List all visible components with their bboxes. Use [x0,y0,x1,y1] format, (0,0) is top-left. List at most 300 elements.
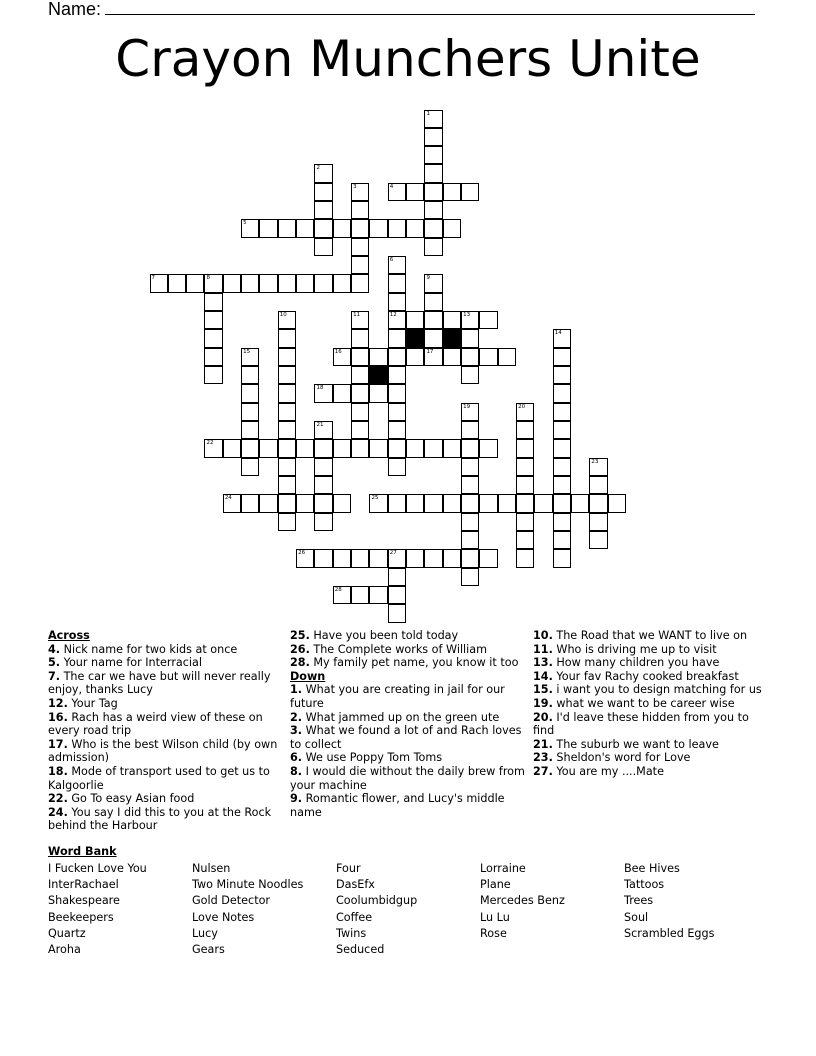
grid-cell[interactable] [461,421,479,439]
clue-number: 7. [48,669,61,683]
clue-text: What you are creating in jail for our future [290,683,505,710]
grid-cell[interactable] [351,311,369,329]
clue-item [290,792,530,819]
clue-text: Mode of transport used to get us to Kalgoorlie [48,764,270,792]
grid-cell[interactable] [498,348,516,366]
grid-cell[interactable] [369,348,387,366]
name-blank-line[interactable] [105,0,755,15]
grid-cell[interactable] [241,494,259,512]
clue-number: 15. [533,683,553,697]
grid-cell[interactable] [333,384,351,402]
clue-number: 18 [316,385,324,392]
clue-text: what we want to be career wise [552,696,735,710]
word-bank-item: Bee Hives [624,862,680,875]
grid-cell[interactable] [443,439,461,457]
clue-text: The Road that we WANT to live on [552,629,748,642]
word-bank-item: Four [336,862,361,875]
word-bank-item: Lucy [192,926,218,940]
grid-cell[interactable] [204,439,222,457]
grid-cell[interactable] [314,549,332,567]
grid-cell[interactable] [204,293,222,311]
grid-cell[interactable] [204,311,222,329]
clue-number: 28 [334,587,342,594]
grid-cell[interactable] [168,274,186,292]
grid-cell[interactable] [498,494,516,512]
grid-cell[interactable] [406,219,424,237]
grid-cell[interactable] [534,494,552,512]
clue-number: 7 [151,275,155,282]
clue-item [48,792,288,806]
clue-number: 21 [316,422,324,429]
clue-item [290,765,530,792]
grid-cell[interactable] [369,586,387,604]
grid-cell[interactable] [516,494,534,512]
grid-cell[interactable] [186,274,204,292]
grid-cell[interactable] [406,439,424,457]
grid-cell[interactable] [241,219,259,237]
grid-cell[interactable] [388,403,406,421]
grid-cell[interactable] [516,403,534,421]
grid-cell[interactable] [424,183,442,201]
grid-cell[interactable] [388,384,406,402]
clue-item [290,711,530,725]
grid-cell[interactable] [424,219,442,237]
clue-item [48,806,288,833]
clue-number: 4. [48,642,61,656]
black-grid-cell [406,329,424,347]
clue-text: Your fav Rachy cooked breakfast [552,669,739,683]
grid-cell[interactable] [278,311,296,329]
grid-cell[interactable] [479,311,497,329]
grid-cell[interactable] [259,274,277,292]
grid-cell[interactable] [461,458,479,476]
grid-cell[interactable] [204,348,222,366]
word-bank-item: Aroha [48,943,81,957]
grid-cell[interactable] [278,403,296,421]
clue-number: 10 [279,312,287,319]
grid-cell[interactable] [241,384,259,402]
grid-cell[interactable] [388,219,406,237]
grid-cell[interactable] [443,348,461,366]
grid-cell[interactable] [608,494,626,512]
grid-cell[interactable] [461,513,479,531]
grid-cell[interactable] [351,586,369,604]
grid-cell[interactable] [223,439,241,457]
clue-text: Your name for Interracial [60,656,203,670]
grid-cell[interactable] [388,586,406,604]
clue-text: You say I did this to you at the Rock behind the Harbour [48,805,272,833]
page-title: Crayon Munchers Unite [115,30,701,88]
grid-cell[interactable] [406,183,424,201]
grid-cell[interactable] [424,494,442,512]
clue-item [533,683,773,697]
grid-cell[interactable] [406,549,424,567]
clue-number: 12. [48,696,68,710]
grid-cell[interactable] [278,219,296,237]
word-bank-item: Gears [192,943,225,957]
grid-cell[interactable] [424,549,442,567]
grid-cell[interactable] [516,476,534,494]
grid-cell[interactable] [461,568,479,586]
grid-cell[interactable] [479,439,497,457]
grid-cell[interactable] [351,549,369,567]
grid-cell[interactable] [516,549,534,567]
grid-cell[interactable] [314,421,332,439]
clue-number: 20. [533,710,553,724]
grid-cell[interactable] [388,549,406,567]
grid-cell[interactable] [406,348,424,366]
grid-cell[interactable] [553,549,571,567]
clue-item [533,670,773,684]
grid-cell[interactable] [314,201,332,219]
grid-cell[interactable] [461,549,479,567]
word-bank-item: Shakespeare [48,894,120,908]
grid-cell[interactable] [241,366,259,384]
grid-cell[interactable] [259,219,277,237]
grid-cell[interactable] [461,403,479,421]
grid-cell[interactable] [314,494,332,512]
grid-cell[interactable] [424,329,442,347]
grid-cell[interactable] [589,494,607,512]
clue-number: 10. [533,629,553,642]
clue-text: Romantic flower, and Lucy's middle name [290,792,505,819]
grid-cell[interactable] [443,494,461,512]
clue-number: 16 [334,348,342,355]
grid-cell[interactable] [406,311,424,329]
grid-cell[interactable] [351,403,369,421]
grid-cell[interactable] [479,348,497,366]
name-field[interactable] [48,0,755,20]
grid-cell[interactable] [259,494,277,512]
grid-cell[interactable] [388,494,406,512]
clue-number: 28. [290,656,310,670]
grid-cell[interactable] [223,274,241,292]
clue-item [48,656,288,670]
clue-number: 27 [389,550,397,557]
grid-cell[interactable] [553,494,571,512]
grid-cell[interactable] [314,513,332,531]
grid-cell[interactable] [333,274,351,292]
word-bank-item: Coffee [336,910,373,924]
grid-cell[interactable] [351,274,369,292]
grid-cell[interactable] [424,293,442,311]
clue-number: 21. [533,737,553,751]
word-bank-heading: Word Bank [48,845,117,858]
word-bank-item: Two Minute Noodles [192,878,304,892]
clue-number: 14 [554,330,562,337]
grid-cell[interactable] [278,513,296,531]
grid-cell[interactable] [314,164,332,182]
grid-cell[interactable] [589,513,607,531]
clue-text: Rach has a weird view of these on every road trip [48,710,263,738]
name-label: Name: [48,0,102,19]
grid-cell[interactable] [333,494,351,512]
clues-column-1 [48,629,288,833]
grid-cell[interactable] [553,384,571,402]
grid-cell[interactable] [553,329,571,347]
grid-cell[interactable] [516,439,534,457]
grid-cell[interactable] [461,311,479,329]
grid-cell[interactable] [351,219,369,237]
grid-cell[interactable] [424,201,442,219]
grid-cell[interactable] [314,384,332,402]
word-bank-item: InterRachael [48,878,119,892]
grid-cell[interactable] [259,439,277,457]
clue-number: 11. [533,642,553,656]
grid-cell[interactable] [351,238,369,256]
grid-cell[interactable] [204,329,222,347]
grid-cell[interactable] [333,439,351,457]
grid-cell[interactable] [553,421,571,439]
grid-cell[interactable] [278,421,296,439]
grid-cell[interactable] [369,439,387,457]
grid-cell[interactable] [314,439,332,457]
grid-cell[interactable] [461,366,479,384]
clue-text: Your Tag [67,696,118,710]
grid-cell[interactable] [241,458,259,476]
clue-text: Nick name for two kids at once [60,642,238,656]
grid-cell[interactable] [278,458,296,476]
grid-cell[interactable] [333,586,351,604]
grid-cell[interactable] [333,219,351,237]
clue-text: Have you been told today [309,629,459,642]
word-bank-item: Seduced [336,943,385,957]
grid-cell[interactable] [314,476,332,494]
grid-cell[interactable] [278,494,296,512]
grid-cell[interactable] [479,494,497,512]
clue-number: 24. [48,805,68,819]
grid-cell[interactable] [461,494,479,512]
clue-item [48,738,288,765]
grid-cell[interactable] [388,458,406,476]
grid-cell[interactable] [424,128,442,146]
grid-cell[interactable] [333,348,351,366]
grid-cell[interactable] [424,311,442,329]
grid-cell[interactable] [553,531,571,549]
grid-cell[interactable] [241,348,259,366]
grid-cell[interactable] [241,421,259,439]
grid-cell[interactable] [314,219,332,237]
clue-number: 9 [426,275,430,282]
grid-cell[interactable] [296,494,314,512]
clue-number: 26 [298,550,306,557]
grid-cell[interactable] [296,439,314,457]
grid-cell[interactable] [388,311,406,329]
grid-cell[interactable] [516,458,534,476]
clue-number: 2. [290,710,303,724]
grid-cell[interactable] [553,348,571,366]
clue-item [48,711,288,738]
grid-cell[interactable] [589,531,607,549]
down-heading: Down [290,669,326,683]
grid-cell[interactable] [241,274,259,292]
clue-text: Who is the best Wilson child (by own admission) [48,737,278,765]
grid-cell[interactable] [461,439,479,457]
grid-cell[interactable] [278,439,296,457]
clue-number: 13. [533,656,553,670]
grid-cell[interactable] [278,348,296,366]
grid-cell[interactable] [424,164,442,182]
word-bank-column [192,861,303,958]
grid-cell[interactable] [278,274,296,292]
grid-cell[interactable] [388,329,406,347]
clue-item [533,697,773,711]
clue-text: The suburb we want to leave [552,737,719,751]
clue-text: How many children you have [552,656,720,670]
grid-cell[interactable] [461,531,479,549]
word-bank-item: Scrambled Eggs [624,926,715,940]
clue-number: 20 [518,403,526,410]
grid-cell[interactable] [351,201,369,219]
grid-cell[interactable] [424,110,442,128]
word-bank-item: DasEfx [336,878,375,892]
grid-cell[interactable] [589,458,607,476]
grid-cell[interactable] [204,366,222,384]
clue-text: I would die without the daily brew from your machine [290,764,525,792]
clue-text: What jammed up on the green ute [302,710,500,724]
word-bank-item: Lorraine [480,862,526,875]
grid-cell[interactable] [388,348,406,366]
grid-cell[interactable] [424,274,442,292]
grid-cell[interactable] [351,348,369,366]
grid-cell[interactable] [461,348,479,366]
clue-number: 12 [389,312,397,319]
grid-cell[interactable] [351,256,369,274]
word-bank-item: Love Notes [192,910,255,924]
clue-number: 26. [290,642,310,656]
grid-cell[interactable] [553,403,571,421]
grid-cell[interactable] [388,256,406,274]
clue-text: The Complete works of William [309,642,488,656]
grid-cell[interactable] [369,494,387,512]
grid-cell[interactable] [388,293,406,311]
grid-cell[interactable] [278,476,296,494]
grid-cell[interactable] [443,311,461,329]
grid-cell[interactable] [278,366,296,384]
clue-number: 16. [48,710,68,724]
grid-cell[interactable] [589,476,607,494]
grid-cell[interactable] [424,348,442,366]
clue-item [48,643,288,657]
grid-cell[interactable] [553,366,571,384]
grid-cell[interactable] [388,421,406,439]
clue-number: 19 [463,403,471,410]
grid-cell[interactable] [424,146,442,164]
grid-cell[interactable] [296,219,314,237]
grid-cell[interactable] [553,458,571,476]
grid-cell[interactable] [314,183,332,201]
word-bank-column [480,861,565,942]
clue-number: 5. [48,656,61,670]
clue-item [48,670,288,697]
grid-cell[interactable] [369,384,387,402]
grid-cell[interactable] [351,329,369,347]
clue-number: 2 [316,165,320,172]
grid-cell[interactable] [204,274,222,292]
grid-cell[interactable] [388,568,406,586]
grid-cell[interactable] [278,384,296,402]
grid-cell[interactable] [443,549,461,567]
clue-text: I'd leave these hidden from you to find [533,710,749,738]
grid-cell[interactable] [369,219,387,237]
grid-cell[interactable] [296,549,314,567]
grid-cell[interactable] [443,183,461,201]
grid-cell[interactable] [351,421,369,439]
grid-cell[interactable] [278,329,296,347]
grid-cell[interactable] [314,458,332,476]
grid-cell[interactable] [314,238,332,256]
grid-cell[interactable] [388,183,406,201]
grid-cell[interactable] [351,183,369,201]
grid-cell[interactable] [388,274,406,292]
grid-cell[interactable] [461,183,479,201]
grid-cell[interactable] [351,384,369,402]
grid-cell[interactable] [443,219,461,237]
word-bank-item: Lu Lu [480,910,510,924]
grid-cell[interactable] [516,513,534,531]
clue-number: 5 [243,220,247,227]
clue-number: 22 [206,440,214,447]
clue-number: 9. [290,792,303,806]
clues-column-3 [533,629,773,779]
clue-number: 3. [290,724,303,738]
clue-item [533,629,773,643]
grid-cell[interactable] [241,439,259,457]
grid-cell[interactable] [571,494,589,512]
grid-cell[interactable] [351,366,369,384]
grid-cell[interactable] [424,439,442,457]
clue-number: 6. [290,751,303,765]
grid-cell[interactable] [406,494,424,512]
grid-cell[interactable] [388,604,406,622]
grid-cell[interactable] [461,476,479,494]
grid-cell[interactable] [424,238,442,256]
grid-cell[interactable] [388,439,406,457]
grid-cell[interactable] [314,274,332,292]
clue-text: What we found a lot of and Rach loves to collect [290,724,522,751]
grid-cell[interactable] [296,274,314,292]
word-bank-item: Mercedes Benz [480,894,565,908]
clue-number: 14. [533,669,553,683]
grid-cell[interactable] [553,476,571,494]
clue-item [533,751,773,765]
grid-cell[interactable] [241,403,259,421]
clue-item [533,765,773,779]
clue-item [290,656,530,670]
clue-item [290,643,530,657]
grid-cell[interactable] [553,439,571,457]
clue-item [533,656,773,670]
grid-cell[interactable] [553,513,571,531]
clue-number: 13 [463,312,471,319]
clue-item [290,629,530,643]
word-bank-column [48,861,147,958]
clue-number: 23. [533,751,553,765]
grid-cell[interactable] [388,366,406,384]
grid-cell[interactable] [369,549,387,567]
clue-item [533,711,773,738]
word-bank-item: Gold Detector [192,894,271,908]
grid-cell[interactable] [479,549,497,567]
grid-cell[interactable] [333,549,351,567]
grid-cell[interactable] [351,439,369,457]
grid-cell[interactable] [516,421,534,439]
grid-cell[interactable] [461,329,479,347]
grid-cell[interactable] [150,274,168,292]
grid-cell[interactable] [223,494,241,512]
clue-number: 23 [591,458,599,465]
grid-cell[interactable] [516,531,534,549]
